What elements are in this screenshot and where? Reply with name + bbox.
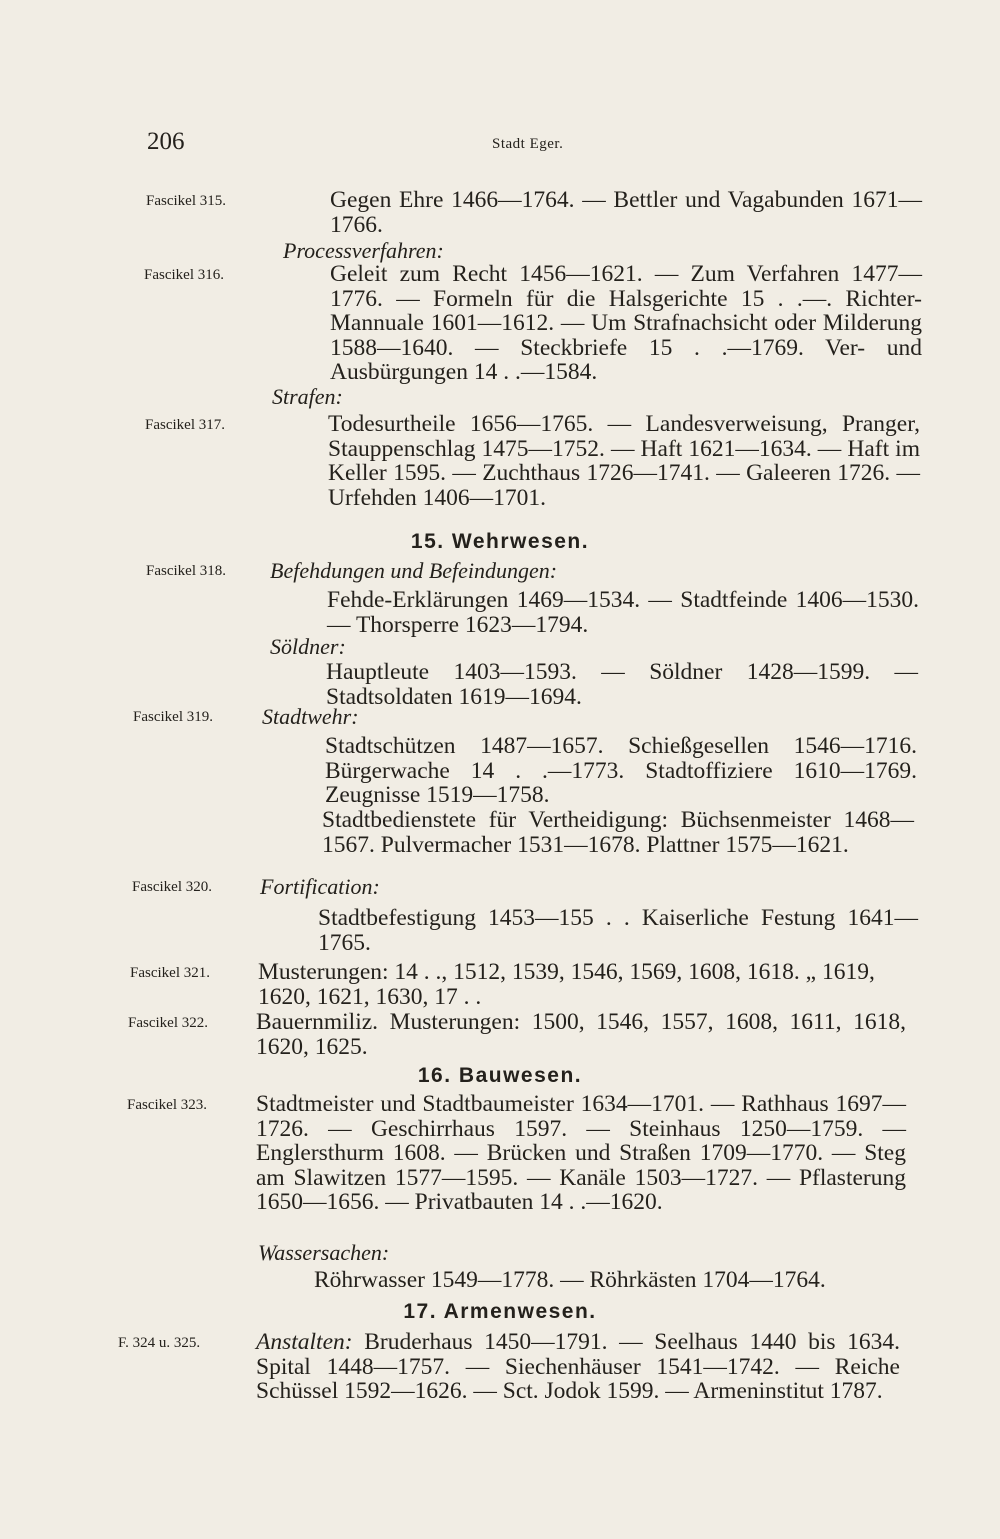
entry-text: Musterungen: 14 . ., 1512, 1539, 1546, 1569, 1608, 1618. „ 1619, 1620, 1621, 1630, 17 . . — [258, 959, 875, 1010]
fascikel-label: Fascikel 320. — [132, 879, 212, 895]
rubric-anstalten: Anstalten: — [256, 1329, 353, 1355]
entry-text: Hauptleute 1403—1593. — Söldner 1428—1599. — Stadtsoldaten 1619—1694. — [326, 659, 918, 710]
running-head: Stadt Eger. — [492, 136, 564, 152]
entry-text: Gegen Ehre 1466—1764. — Bettler und Vagabunden 1671—1766. — [330, 187, 922, 238]
page-number: 206 — [147, 128, 185, 155]
rubric-strafen: Strafen: — [272, 384, 343, 409]
entry-text: Bruderhaus 1450—1791. — Seelhaus 1440 bis 1634. Spital 1448—1757. — Siechenhäuser 1541—1742. — Reiche Schüssel 1592—1626. — Sct. Jodok 1599. — Armeninstitut 1787. — [256, 1329, 900, 1404]
entry-text-block — [256, 1330, 900, 1404]
entry-text: Stadtmeister und Stadtbaumeister 1634—1701. — Rathhaus 1697—1726. — Geschirrhaus 1597. — Steinhaus 1250—1759. — Englersthurm 1608. — Brücken und Straßen 1709—1770. — Steg am Slawitzen 1577—1595. — Kanäle 1503—1727. — Pflasterung 1650—1656. — Privatbauten 14 . .—1620. — [256, 1091, 906, 1215]
fascikel-label: Fascikel 315. — [146, 193, 226, 209]
entry-text: Todesurtheile 1656—1765. — Landesverweisung, Pranger, Stauppenschlag 1475—1752. — Haft 1621—1634. — Haft im Keller 1595. — Zuchthaus 1726—1741. — Galeeren 1726. — Urfehden 1406—1701. — [328, 411, 920, 511]
rubric-soeldner: Söldner: — [270, 634, 346, 659]
fascikel-label: Fascikel 319. — [133, 709, 213, 725]
entry-text: Stadtschützen 1487—1657. Schießgesellen 1546—1716. Bürgerwache 14 . .—1773. Stadtoffiziere 1610—1769. Zeugnisse 1519—1758. — [325, 733, 917, 808]
entry-text: Fehde-Erklärungen 1469—1534. — Stadtfeinde 1406—1530. — Thorsperre 1623—1794. — [327, 587, 919, 638]
entry-text: Stadtbedienstete für Vertheidigung: Büchsenmeister 1468—1567. Pulvermacher 1531—1678. Plattner 1575—1621. — [322, 807, 914, 858]
entry-text: Stadtbefestigung 1453—155 . . Kaiserliche Festung 1641—1765. — [318, 905, 918, 956]
fascikel-label: Fascikel 317. — [145, 417, 225, 433]
rubric-stadtwehr: Stadtwehr: — [262, 704, 359, 729]
fascikel-label: Fascikel 318. — [146, 563, 226, 579]
fascikel-label: Fascikel 323. — [127, 1097, 207, 1113]
rubric-wassersachen: Wassersachen: — [258, 1240, 390, 1265]
rubric-befehdungen: Befehdungen und Befeindungen: — [270, 558, 558, 583]
fascikel-label: Fascikel 322. — [128, 1015, 208, 1031]
section-heading-bauwesen: 16. Bauwesen. — [417, 1064, 583, 1087]
rubric-fortification: Fortification: — [260, 874, 380, 899]
entry-text: Röhrwasser 1549—1778. — Röhrkästen 1704—1764. — [314, 1267, 826, 1293]
fascikel-label: Fascikel 321. — [130, 965, 210, 981]
fascikel-label: Fascikel 316. — [144, 267, 224, 283]
section-heading-armenwesen: 17. Armenwesen. — [403, 1300, 597, 1323]
entry-text: Geleit zum Recht 1456—1621. — Zum Verfahren 1477—1776. — Formeln für die Halsgerichte 15 . .—. Richter-Mannuale 1601—1612. — Um Strafnachsicht oder Milderung 1588—1640. — Steckbriefe 15 . .—1769. Ver- und Ausbürgungen 14 . .—1584. — [330, 261, 922, 385]
entry-text: Bauernmiliz. Musterungen: 1500, 1546, 1557, 1608, 1611, 1618, 1620, 1625. — [256, 1009, 906, 1060]
fascikel-label: F. 324 u. 325. — [118, 1335, 201, 1351]
rubric-processverfahren: Processverfahren: — [283, 238, 444, 263]
section-heading-wehrwesen: 15. Wehrwesen. — [410, 530, 590, 553]
